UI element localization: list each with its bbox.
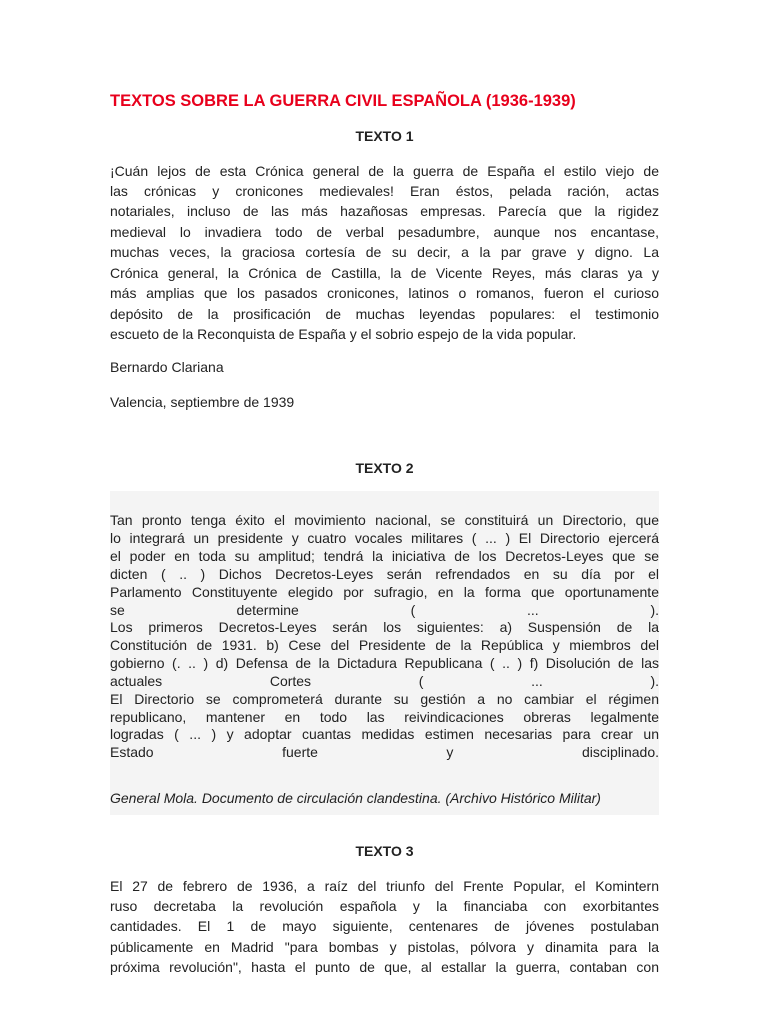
texto-2-line: gobierno (. .. ) d) Defensa de la Dictadura Republicana ( .. ) f) Disolución de las xyxy=(110,655,659,671)
texto-2-line: lo integrará un presidente y cuatro vocales militares ( ... ) El Directorio ejercerá xyxy=(110,530,659,546)
texto-2-line: republicano, mantener en todo las reivindicaciones obreras legalmente xyxy=(110,709,659,725)
texto-2-line: Parlamento Constituyente elegido por sufragio, en la forma que oportunamente xyxy=(110,584,659,600)
texto-2-line: dicten ( .. ) Dichos Decretos-Leyes serán refrendados en su día por el xyxy=(110,566,659,582)
texto-1-place-date: Valencia, septiembre de 1939 xyxy=(110,394,295,410)
texto-1-line: ¡Cuán lejos de esta Crónica general de la guerra de España el estilo viejo de xyxy=(110,163,659,179)
texto-1-line: muchas veces, la graciosa cortesía de su decir, a la par grave y digno. La xyxy=(110,244,659,260)
texto-2-line: Tan pronto tenga éxito el movimiento nacional, se constituirá un Directorio, que xyxy=(110,512,659,528)
texto-2-line: logradas ( ... ) y adoptar cuantas medidas estimen necesarias para crear un xyxy=(110,726,659,742)
texto-2-line: Constitución de 1931. b) Cese del Presidente de la República y miembros del xyxy=(110,637,659,653)
texto-2-source: General Mola. Documento de circulación clandestina. (Archivo Histórico Militar) xyxy=(110,790,601,806)
texto-2-heading: TEXTO 2 xyxy=(355,460,414,476)
document-title: TEXTOS SOBRE LA GUERRA CIVIL ESPAÑOLA (1936-1939) xyxy=(110,92,576,110)
texto-1-line: más amplias que los pasados cronicones, latinos o romanos, fueron el curioso xyxy=(110,285,659,301)
texto-2-line: Los primeros Decretos-Leyes serán los siguientes: a) Suspensión de la xyxy=(110,619,659,635)
texto-2-line: El Directorio se comprometerá durante su gestión a no cambiar el régimen xyxy=(110,691,659,707)
texto-1-line: notariales, incluso de las más hazañosas empresas. Parecía que la rigidez xyxy=(110,203,659,219)
texto-1-line: Crónica general, la Crónica de Castilla, la de Vicente Reyes, más claras ya y xyxy=(110,265,659,281)
texto-1-heading: TEXTO 1 xyxy=(355,128,414,144)
texto-3-line: próxima revolución", hasta el punto de que, al estallar la guerra, contaban con xyxy=(110,959,659,975)
texto-3-line: ruso decretaba la revolución española y la financiaba con exorbitantes xyxy=(110,898,659,914)
texto-3-line: públicamente en Madrid "para bombas y pistolas, pólvora y dinamita para la xyxy=(110,939,659,955)
texto-1-line: medieval lo invadiera todo de verbal pesadumbre, aunque nos encantase, xyxy=(110,224,659,240)
texto-1-line: depósito de la prosificación de muchas leyendas populares: el testimonio xyxy=(110,306,659,322)
texto-1-line: escueto de la Reconquista de España y el sobrio espejo de la vida popular. xyxy=(110,326,577,342)
texto-2-line: el poder en toda su amplitud; tendrá la iniciativa de los Decretos-Leyes que se xyxy=(110,548,659,564)
texto-2-line: Estado fuerte y disciplinado. xyxy=(110,744,659,760)
texto-1-line: las crónicas y cronicones medievales! Eran éstos, pelada ración, actas xyxy=(110,183,659,199)
texto-3-line: cantidades. El 1 de mayo siguiente, centenares de jóvenes postulaban xyxy=(110,918,659,934)
texto-2-line: actuales Cortes ( ... ). xyxy=(110,673,659,689)
texto-1-author: Bernardo Clariana xyxy=(110,359,224,375)
texto-3-heading: TEXTO 3 xyxy=(355,843,414,859)
texto-2-line: se determine ( ... ). xyxy=(110,602,659,618)
texto-3-line: El 27 de febrero de 1936, a raíz del triunfo del Frente Popular, el Komintern xyxy=(110,878,659,894)
